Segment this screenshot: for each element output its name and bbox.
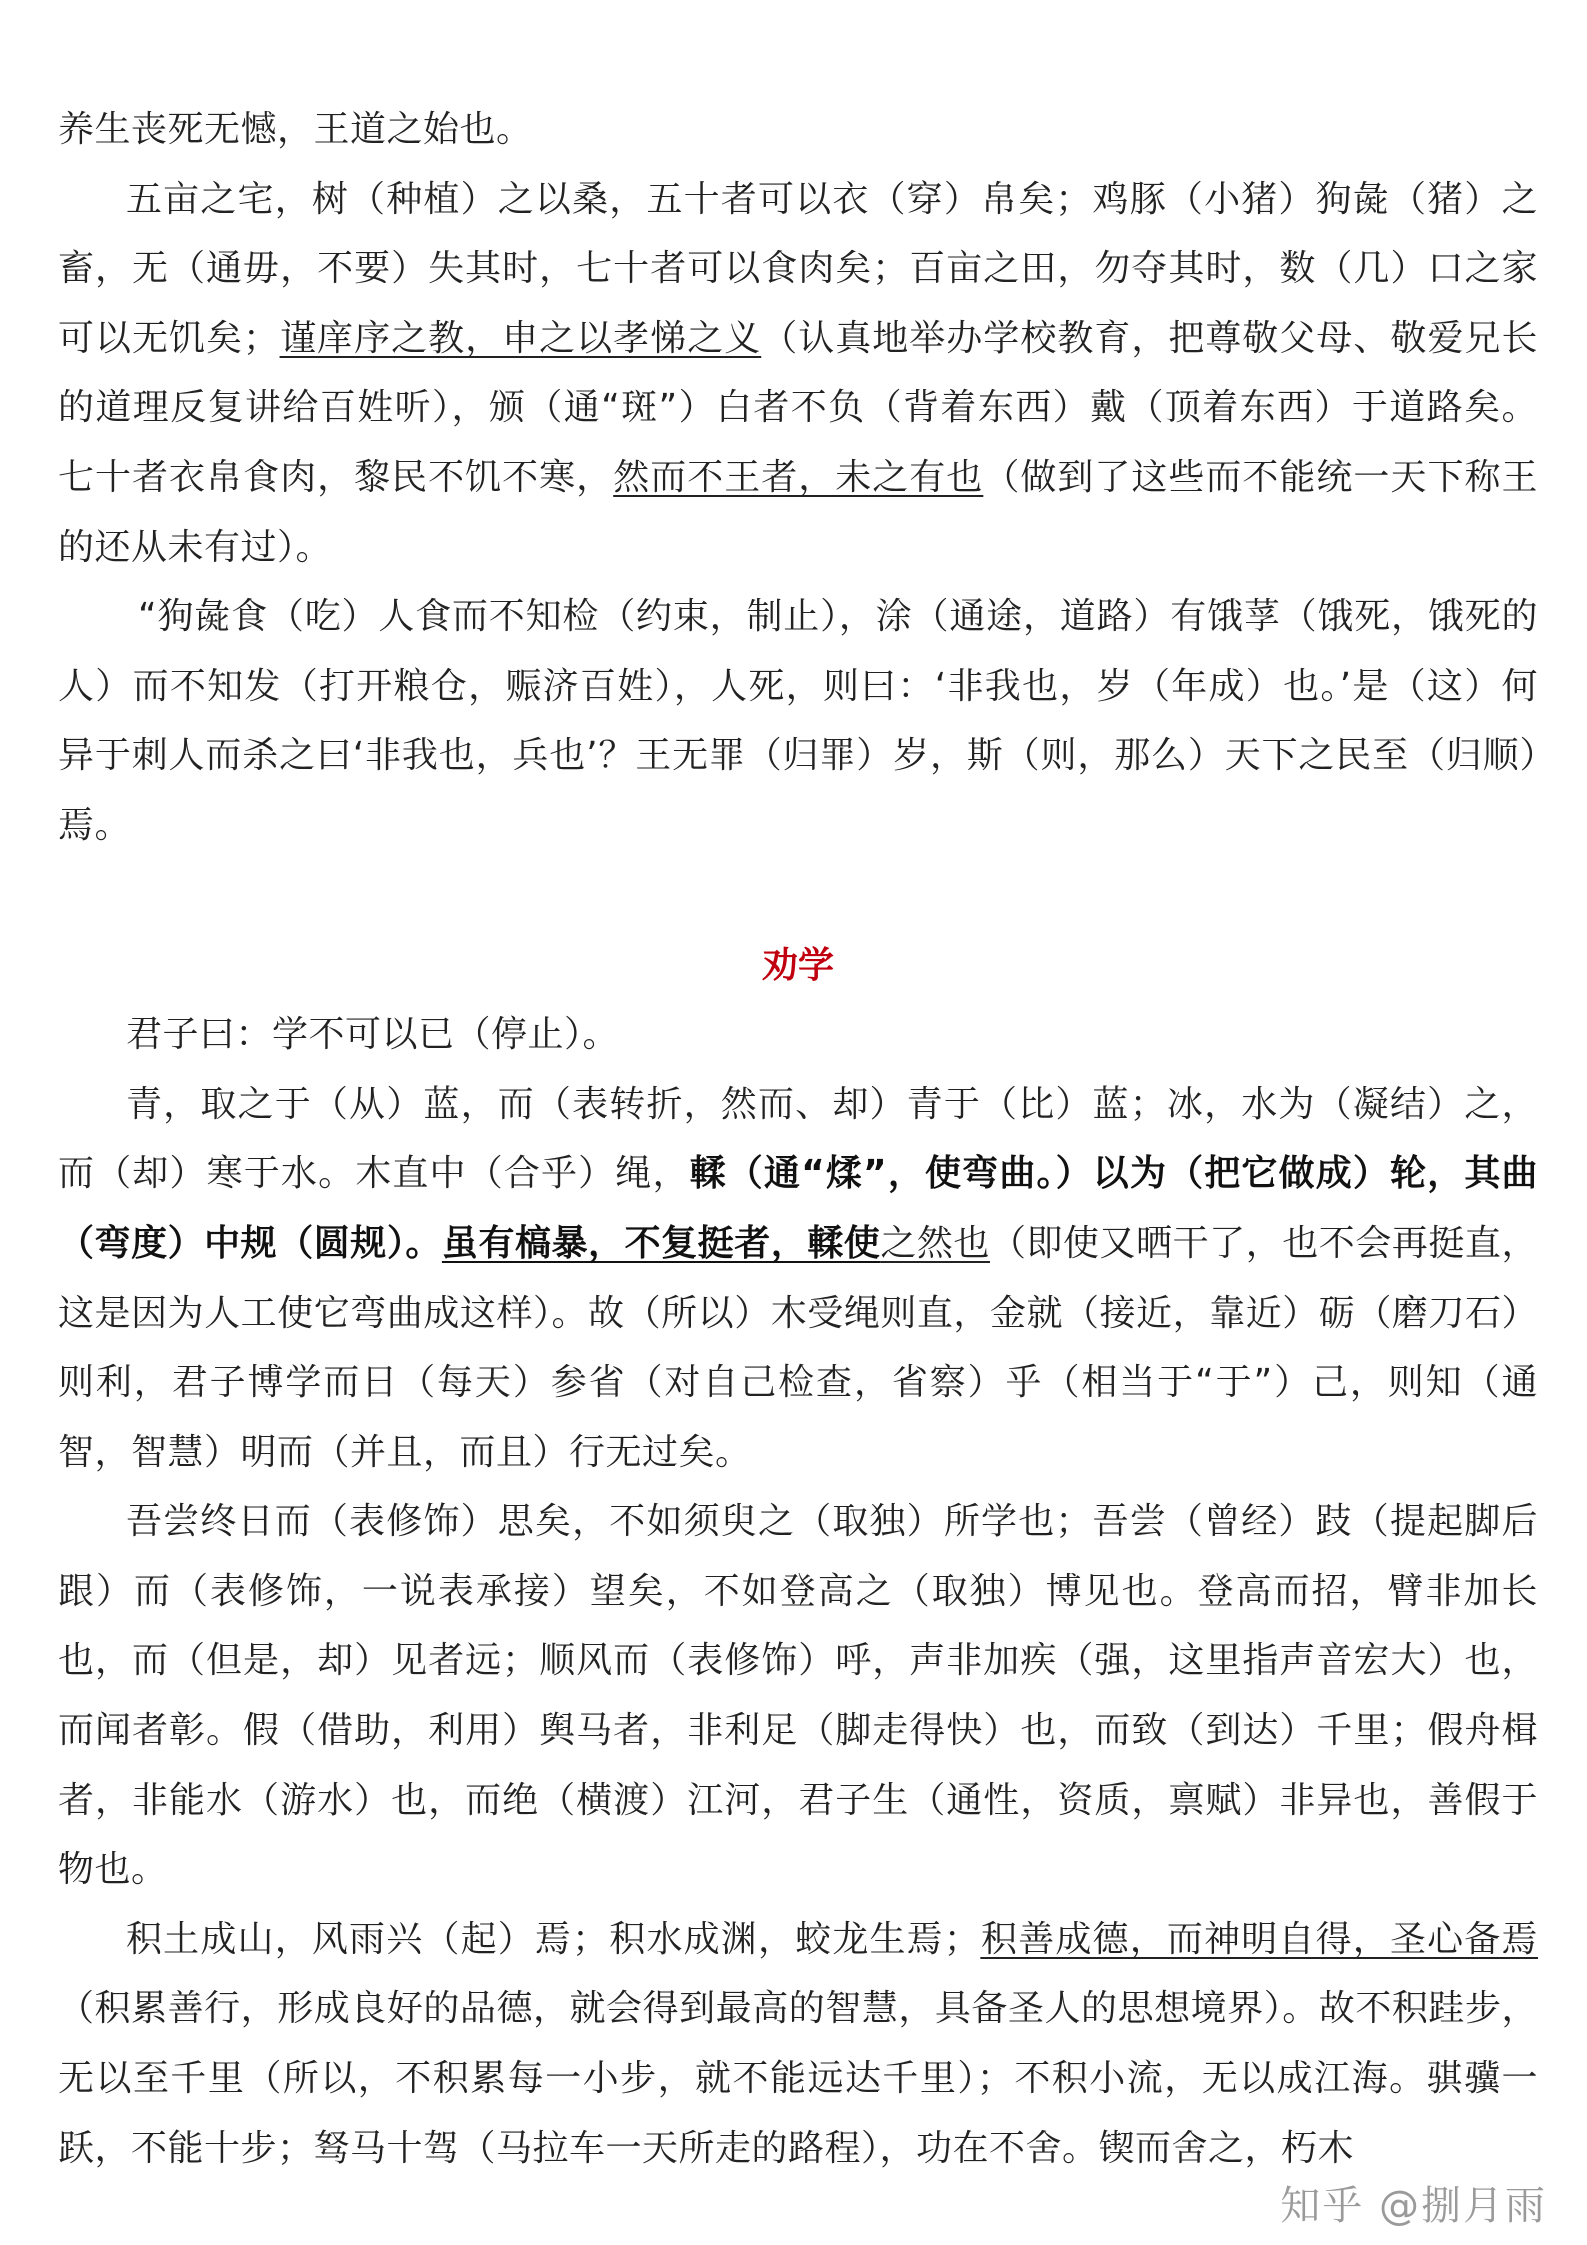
five-mu-underline-2: 然而不王者，未之有也 [613,456,984,498]
paragraph-five-mu [58,165,1538,583]
five-mu-underline-1: 谨庠序之教，申之以孝悌之义 [279,317,762,359]
accumulate-underline: 积善成德，而神明自得，圣心备焉 [980,1918,1538,1960]
five-mu-text-b: （认真地举办学校教育，把尊敬父母、敬爱兄长的道理反复讲给百姓听），颁（通“斑”）白者不负（背着东西）戴（顶着东西）于道路矣。七十者衣帛食肉，黎民不饥不寒， [58,317,1538,498]
junzi-text: 君子曰：学不可以已（停止）。 [126,1014,620,1056]
indigo-text-a: 青，取之于（从）蓝，而（表转折，然而、却）青于（比）蓝；冰，水为（凝结）之，而（却）寒于水。木直中（合乎）绳， [58,1083,1538,1195]
paragraph-dogs-pigs [58,582,1538,860]
accumulate-text-b: （积累善行，形成良好的品德，就会得到最高的智慧，具备圣人的思想境界）。故不积跬步，无以至千里（所以，不积累每一小步，就不能远达千里）；不积小流，无以成江海。骐骥一跃，不能十步；驽马十驾（马拉车一天所走的路程），功在不舍。锲而舍之，朽木 [58,1988,1538,2169]
intro-text: 养生丧死无憾，王道之始也。 [58,109,533,150]
section-title: 劝学 [761,944,834,986]
paragraph-junzi [58,1000,1538,1070]
document-page [58,95,1538,2183]
paragraph-intro [58,95,1538,165]
five-mu-text-c: （做到了这些而不能统一天下称王的还从未有过）。 [58,456,1538,568]
thinking-text: 吾尝终日而（表修饰）思矣，不如须臾之（取独）所学也；吾尝（曾经）跂（提起脚后跟）而（表修饰，一说表承接）望矣，不如登高之（取独）博见也。登高而招，臂非加长也，而（但是，却）见者远；顺风而（表修饰）呼，声非加疾（强，这里指声音宏大）也，而闻者彰。假（借助，利用）舆马者，非利足（脚走得快）也，而致（到达）千里；假舟楫者，非能水（游水）也，而绝（横渡）江河，君子生（通性，资质，禀赋）非异也，善假于物也。 [58,1501,1538,1891]
paragraph-thinking [58,1487,1538,1905]
indigo-underline-bold: 虽有槁暴，不复挺者，輮使 [441,1222,881,1264]
indigo-underline: 之然也 [880,1222,990,1264]
paragraph-accumulate [58,1905,1538,2183]
dogs-pigs-text: “狗彘食（吃）人食而不知检（约束，制止），涂（通途，道路）有饿莩（饿死，饿死的人）而不知发（打开粮仓，赈济百姓），人死，则曰：‘非我也，岁（年成）也。’是（这）何异于刺人而杀之曰‘非我也，兵也’？王无罪（归罪）岁，斯（则，那么）天下之民至（归顺）焉。 [58,596,1538,846]
indigo-bold: 輮（通“煣”，使弯曲。）以为（把它做成）轮，其曲（弯度）中规（圆规）。 [58,1153,1538,1264]
indigo-text-c: （即使又晒干了，也不会再挺直，这是因为人工使它弯曲成这样）。故（所以）木受绳则直，金就（接近，靠近）砺（磨刀石）则利，君子博学而日（每天）参省（对自己检查，省察）乎（相当于“于”）己，则知（通智，智慧）明而（并且，而且）行无过矣。 [58,1222,1538,1473]
paragraph-indigo [58,1070,1538,1488]
accumulate-text-a: 积土成山，风雨兴（起）焉；积水成渊，蛟龙生焉； [126,1918,981,1960]
five-mu-text-a: 五亩之宅，树（种植）之以桑，五十者可以衣（穿）帛矣；鸡豚（小猪）狗彘（猪）之畜，无（通毋，不要）失其时，七十者可以食肉矣；百亩之田，勿夺其时，数（几）口之家可以无饥矣； [58,178,1538,359]
watermark: 知乎 @捌月雨 [1280,2183,1547,2229]
